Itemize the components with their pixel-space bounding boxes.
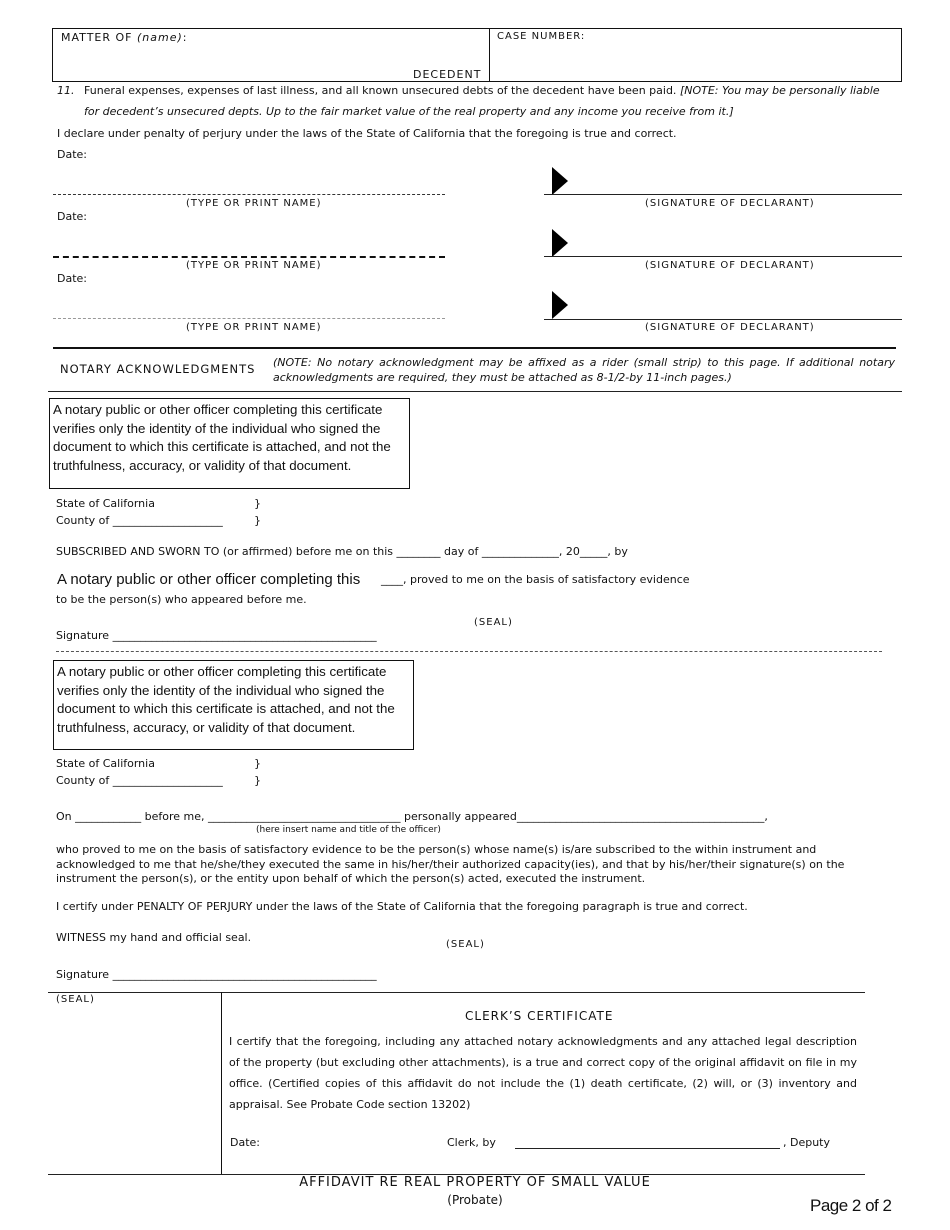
name-line[interactable]	[53, 256, 445, 258]
brace: }	[254, 757, 261, 770]
state-label: State of California	[56, 497, 155, 510]
declaration: I declare under penalty of perjury under the laws of the State of California that the foregoing is true and correct.	[57, 127, 677, 140]
print-name-caption: (TYPE OR PRINT NAME)	[186, 322, 322, 333]
item-11-text: Funeral expenses, expenses of last illness, and all known unsecured debts of the decedent have been paid. [NOTE: You may be personally liable	[84, 84, 880, 97]
clerk-text: I certify that the foregoing, including any attached notary acknowledgments and any attached legal description of the property (but excluding other attachments), is a true and correct copy of the original affidavit on file in my office. (Certified copies of this affidavit do not include the (1) death certificate, (2) will, or (3) inventory and appraisal. See Probate Code section 13202)	[229, 1035, 857, 1111]
seal-label: (SEAL)	[446, 939, 485, 950]
county-field[interactable]: County of ____________________	[56, 774, 223, 787]
subscribed-line: SUBSCRIBED AND SWORN TO (or affirmed) before me on this ________ day of ______________, 20_____, by	[56, 545, 628, 558]
brace: }	[254, 497, 261, 510]
name-line[interactable]	[53, 194, 445, 195]
acknowledgment-body: who proved to me on the basis of satisfactory evidence to be the person(s) whose name(s) is/are subscribed to the within instrument and acknowledged to me that he/she/they executed the same in his/her/their authorized capacity(ies), and that by his/her/their signature(s) on the instrument the person(s), or the entity upon behalf of which the person(s) acted, executed the instrument.	[56, 843, 845, 885]
signature-caption: (SIGNATURE OF DECLARANT)	[645, 198, 815, 209]
signature-line[interactable]	[544, 319, 902, 320]
notary-note: (NOTE: No notary acknowledgment may be affixed as a rider (small strip) to this page. If additional notary acknowledgments are required, they must be attached as 8-1/2-by 11-inch pages.)	[273, 356, 895, 384]
sign-arrow-icon	[552, 167, 568, 195]
date-label: Date:	[57, 210, 87, 223]
notary-bottom-rule	[48, 391, 902, 392]
item-number: 11.	[57, 84, 75, 97]
officer-note: (here insert name and title of the officer)	[256, 825, 441, 835]
deputy-label: , Deputy	[783, 1136, 831, 1149]
matter-of-label: MATTER OF (name):	[61, 31, 188, 44]
clerk-divider	[221, 992, 222, 1174]
footer-subtitle: (Probate)	[447, 1193, 503, 1207]
on-line: On ____________ before me, ___________________________________ personally appeared_____________________________________________,	[56, 810, 768, 823]
case-number-label: CASE NUMBER:	[497, 31, 586, 42]
clerk-title: CLERK’S CERTIFICATE	[465, 1009, 614, 1023]
date-label: Date:	[57, 272, 87, 285]
section-divider	[56, 651, 882, 652]
header-divider	[489, 28, 490, 82]
person-line: to be the person(s) who appeared before me.	[56, 593, 307, 606]
print-name-caption: (TYPE OR PRINT NAME)	[186, 198, 322, 209]
state-label: State of California	[56, 757, 155, 770]
signature-field[interactable]: Signature ________________________________________________	[56, 629, 377, 642]
sign-arrow-icon	[552, 291, 568, 319]
decedent-label: DECEDENT	[413, 68, 482, 81]
brace: }	[254, 514, 261, 527]
item-11-note: for decedent’s unsecured depts. Up to the fair market value of the real property and any income you receive from it.]	[84, 105, 734, 118]
overlap-notice-text: A notary public or other officer completing this	[57, 571, 361, 588]
clerk-signature-line[interactable]	[515, 1148, 780, 1149]
signature-caption: (SIGNATURE OF DECLARANT)	[645, 322, 815, 333]
print-name-caption: (TYPE OR PRINT NAME)	[186, 260, 322, 271]
proved-line: ____, proved to me on the basis of satisfactory evidence	[381, 573, 690, 586]
notary-disclaimer-box: A notary public or other officer completing this certificate verifies only the identity of the individual who signed the document to which this certificate is attached, and not the truthfulness, accuracy, or validity of that document.	[53, 660, 414, 750]
signature-caption: (SIGNATURE OF DECLARANT)	[645, 260, 815, 271]
clerk-top-rule	[48, 992, 865, 993]
footer-title: AFFIDAVIT RE REAL PROPERTY OF SMALL VALUE	[299, 1175, 651, 1190]
certify-line: I certify under PENALTY OF PERJURY under the laws of the State of California that the foregoing paragraph is true and correct.	[56, 900, 748, 913]
clerk-date-label: Date:	[230, 1136, 260, 1149]
seal-label: (SEAL)	[56, 994, 95, 1005]
name-line[interactable]	[53, 318, 445, 319]
brace: }	[254, 774, 261, 787]
notary-top-rule	[53, 347, 896, 349]
seal-label: (SEAL)	[474, 617, 513, 628]
signature-field[interactable]: Signature ________________________________________________	[56, 968, 377, 981]
date-label: Date:	[57, 148, 87, 161]
notary-disclaimer-box: A notary public or other officer completing this certificate verifies only the identity of the individual who signed the document to which this certificate is attached, and not the truthfulness, accuracy, or validity of that document.	[49, 398, 410, 489]
clerk-by-label: Clerk, by	[447, 1136, 496, 1149]
county-field[interactable]: County of ____________________	[56, 514, 223, 527]
signature-line[interactable]	[544, 194, 902, 195]
signature-line[interactable]	[544, 256, 902, 257]
witness-line: WITNESS my hand and official seal.	[56, 931, 252, 944]
page-number: Page 2 of 2	[810, 1196, 892, 1215]
notary-heading: NOTARY ACKNOWLEDGMENTS	[60, 362, 256, 376]
sign-arrow-icon	[552, 229, 568, 257]
